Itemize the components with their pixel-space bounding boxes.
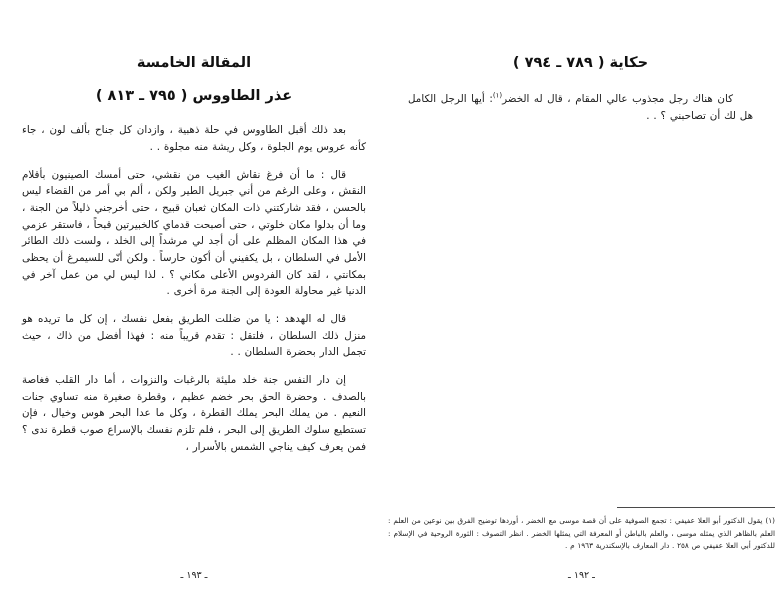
right-page-paragraph-1-text-before-ref: كان هناك رجل مجذوب عالي المقام ، قال له الخضر	[502, 93, 733, 106]
right-page	[388, 0, 775, 599]
left-page-text-block	[22, 52, 366, 581]
left-page-paragraph-2: قال : ما أن فرغ نقاش الغيب من نقشي، حتى أمسك الصينيون بأقلام النقش ، وعلى الرغم من أني جبريل الطير ولكن ، ألم بي أمر من القضاء ليس بالحسن ، فقد شاركتني ذات المكان ثعبان قبيح ، حتى أخرجني ذليلاً من الجنة ، وما أن بدلوا مكان خلوتي ، حتى أصبحت قدماي كالخبيرتين قبحاً ، فاستقر عزمي في هذا المكان المظلم على أن أجد لي مرشداً إلى الخلد ، ولست ذلك الطائر الأمل في السلطان ، بل يكفيني أن أكون حارساً . ولكن أنّى للسيمرغ أن يحظى بمكانتي ، لقد كان الفردوس الأعلى مكاني ؟ . لذا ليس لي من عمل آخر في الدنيا غير محاولة العودة إلى الجنة مرة أخرى .	[22, 168, 366, 298]
left-page-subtitle: عذر الطاووس ( ٧٩٥ ـ ٨١٣ )	[95, 88, 293, 105]
footnote-zone	[388, 507, 775, 553]
left-page-paragraph-3: قال له الهدهد : يا من ضللت الطريق بفعل نفسك ، إن كل ما تريده هو منزل ذلك السلطان ، فلتقل : تقدم قريباً منه : فهذا أفضل من ذاك ، حيث تجمل الدار بحضرة السلطان . .	[22, 313, 366, 359]
footnote-reference-marker[interactable]: (١)	[492, 91, 503, 100]
left-page-paragraph-1: بعد ذلك أقبل الطاووس في حلة ذهبية ، وازدان كل جناح بألف لون ، جاء كأنه عروس يوم الجلوة ، وكل ريشة منه مجلوة . .	[22, 124, 366, 154]
right-page-title: حكاية ( ٧٨٩ ـ ٧٩٤ )	[512, 55, 649, 71]
left-page-paragraph-4: إن دار النفس جنة خلد مليئة بالرغبات والنزوات ، أما دار القلب فغاصة بالصدف . وحضرة الحق بحر خضم عظيم ، وقطرة صغيرة منه تساوي جنات النعيم . من يملك البحر يملك القطرة ، وكل ما عدا البحر هوس وخيال ، فإن تستطيع سلوك الطريق إلى البحر ، فلم تلزم نفسك بالإسراع صوب قطرة ندى ؟ فمن يعرف كيف يناجي الشمس بالأسرار ،	[22, 374, 366, 453]
left-page-folio: ـ ١٩٣ ـ	[180, 570, 208, 581]
right-page-folio: ـ ١٩٢ ـ	[568, 570, 595, 581]
left-page-title: المقالة الخامسة	[136, 55, 252, 71]
footnote-text: (١) يقول الدكتور أبو العلا عفيفي : تجمع الصوفية على أن قصة موسى مع الخضر ، أوردها توضيح الفرق بين نوعين من العلم : العلم بالظاهر الذي يمثله موسى ، والعلم بالباطن أو المعرفة التي يمثلها الخضر . انظر التصوف : الثورة الروحية في الإسلام : للدكتور أبي العلا عفيفي ص ٢٥٨ . دار المعارف بالإسكندرية ١٩٦٣ م .	[388, 516, 775, 551]
footnote-separator-rule	[617, 507, 775, 508]
right-page-paragraph-1-text-after-ref: : أيها الرجل الكامل هل لك أن تصاحبني ؟ . .	[408, 93, 753, 122]
right-page-text-block	[408, 52, 753, 581]
right-page-paragraph-1	[408, 91, 753, 124]
